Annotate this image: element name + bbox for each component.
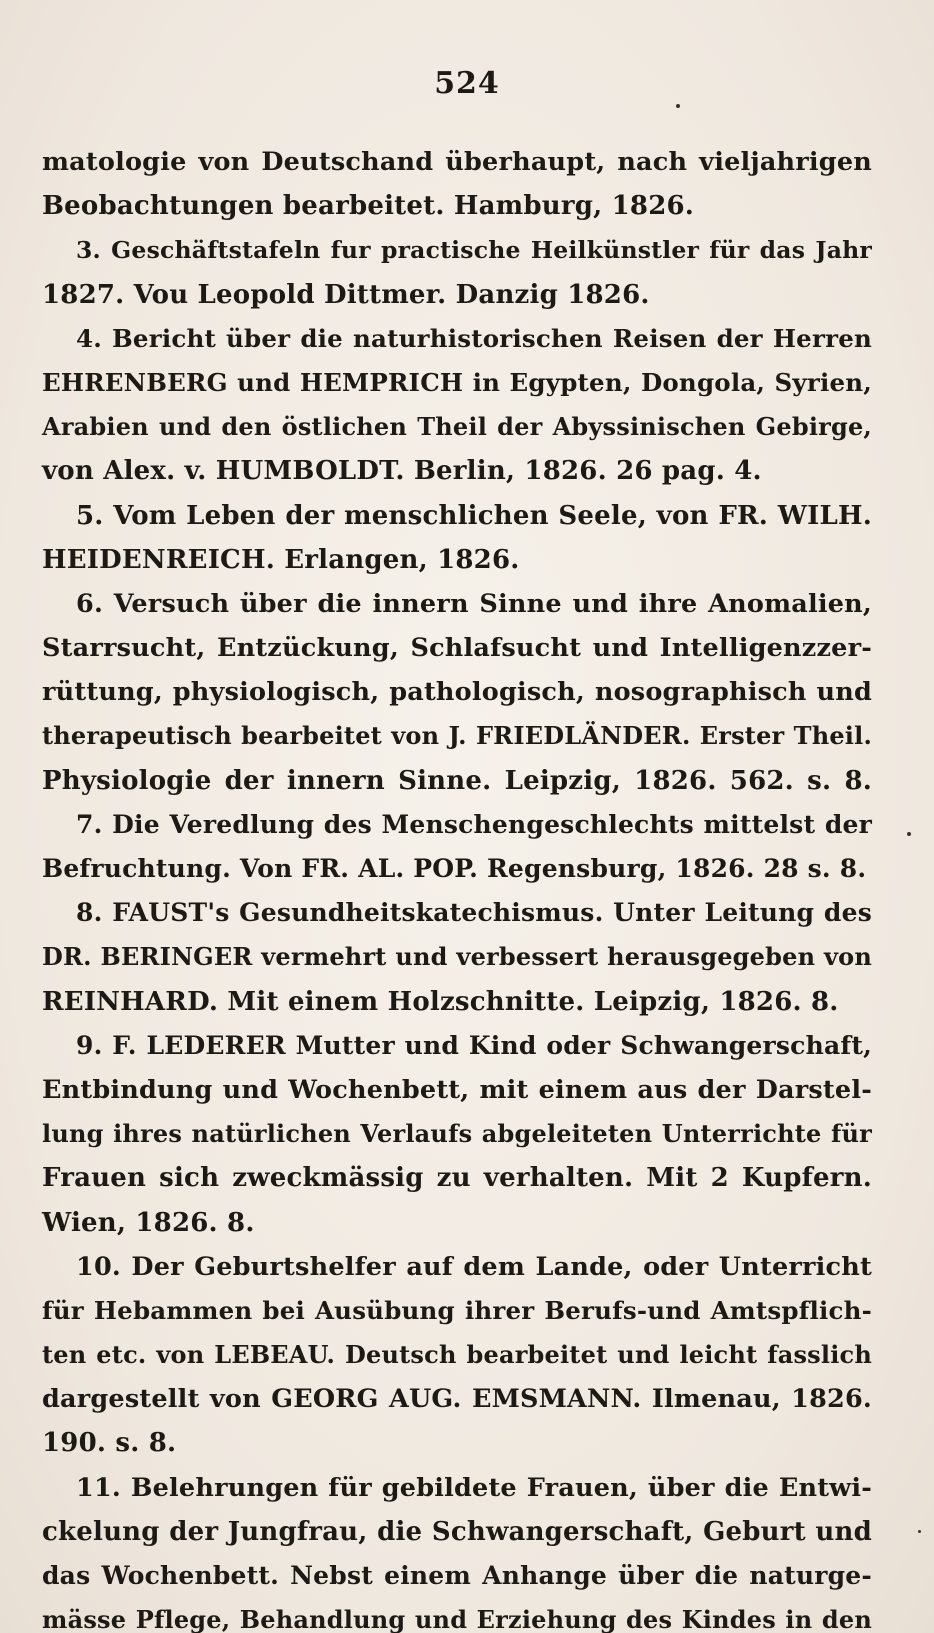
text-line: dargestellt von GEORG AUG. EMSMANN. Ilmenau, 1826. bbox=[42, 1384, 872, 1415]
body-text bbox=[42, 140, 872, 1633]
text-line: lung ihres natürlichen Verlaufs abgeleiteten Unterrichte für bbox=[42, 1119, 872, 1149]
text-line: für Hebammen bei Ausübung ihrer Berufs-und Amtspflich- bbox=[42, 1295, 872, 1325]
text-line: Arabien und den östlichen Theil der Abyssinischen Gebirge, bbox=[42, 412, 872, 442]
text-line: 190. s. 8. bbox=[42, 1428, 177, 1459]
text-line: Wien, 1826. 8. bbox=[42, 1207, 255, 1238]
text-line: Physiologie der innern Sinne. Leipzig, 1826. 562. s. 8. bbox=[42, 765, 872, 796]
text-line: das Wochenbett. Nebst einem Anhange über die naturge- bbox=[42, 1561, 872, 1590]
text-line: Frauen sich zweckmässig zu verhalten. Mit 2 Kupfern. bbox=[42, 1163, 872, 1194]
text-line: 8. FAUST's Gesundheitskatechismus. Unter Leitung des bbox=[76, 898, 872, 928]
text-line: ckelung der Jungfrau, die Schwangerschaft, Geburt und bbox=[42, 1516, 872, 1547]
text-line: 9. F. LEDERER Mutter und Kind oder Schwangerschaft, bbox=[76, 1030, 872, 1060]
text-line: 6. Versuch über die innern Sinne und ihre Anomalien, bbox=[76, 588, 872, 619]
text-line: matologie von Deutschand überhaupt, nach vieljahrigen bbox=[42, 147, 872, 177]
text-line: 11. Belehrungen für gebildete Frauen, über die Entwi- bbox=[76, 1472, 872, 1503]
text-line: REINHARD. Mit einem Holzschnitte. Leipzig, 1826. 8. bbox=[42, 986, 839, 1017]
text-line: Befruchtung. Von FR. AL. POP. Regensburg, 1826. 28 s. 8. bbox=[42, 854, 867, 883]
text-line: EHRENBERG und HEMPRICH in Egypten, Dongola, Syrien, bbox=[42, 367, 872, 397]
text-line: rüttung, physiologisch, pathologisch, nosographisch und bbox=[42, 677, 872, 708]
text-line: Starrsucht, Entzückung, Schlafsucht und Intelligenzzer- bbox=[42, 633, 872, 664]
text-line: 1827. Vou Leopold Dittmer. Danzig 1826. bbox=[42, 279, 650, 310]
ink-speck bbox=[918, 1530, 921, 1533]
text-line: 5. Vom Leben der menschlichen Seele, von FR. WILH. bbox=[76, 500, 872, 531]
text-line: DR. BERINGER vermehrt und verbessert herausgegeben von bbox=[42, 942, 872, 972]
text-line: Beobachtungen bearbeitet. Hamburg, 1826. bbox=[42, 191, 695, 222]
text-line: mässe Pflege, Behandlung und Erziehung des Kindes in den bbox=[42, 1605, 872, 1633]
text-line: von Alex. v. HUMBOLDT. Berlin, 1826. 26 pag. 4. bbox=[42, 456, 762, 487]
text-line: Entbindung und Wochenbett, mit einem aus der Darstel- bbox=[42, 1074, 872, 1105]
text-line: ten etc. von LEBEAU. Deutsch bearbeitet und leicht fasslich bbox=[42, 1340, 872, 1370]
ink-speck bbox=[676, 104, 680, 108]
text-line: HEIDENREICH. Erlangen, 1826. bbox=[42, 544, 520, 575]
text-line: therapeutisch bearbeitet von J. FRIEDLÄNDER. Erster Theil. bbox=[42, 721, 872, 751]
ink-speck bbox=[907, 832, 911, 836]
text-line: 10. Der Geburtshelfer auf dem Lande, oder Unterricht bbox=[76, 1251, 872, 1282]
text-line: 7. Die Veredlung des Menschengeschlechts mittelst der bbox=[76, 809, 872, 839]
page-number: 524 bbox=[434, 66, 500, 101]
text-line: 3. Geschäftstafeln fur practische Heilkünstler für das Jahr bbox=[76, 236, 872, 265]
text-line: 4. Bericht über die naturhistorischen Reisen der Herren bbox=[76, 323, 872, 353]
